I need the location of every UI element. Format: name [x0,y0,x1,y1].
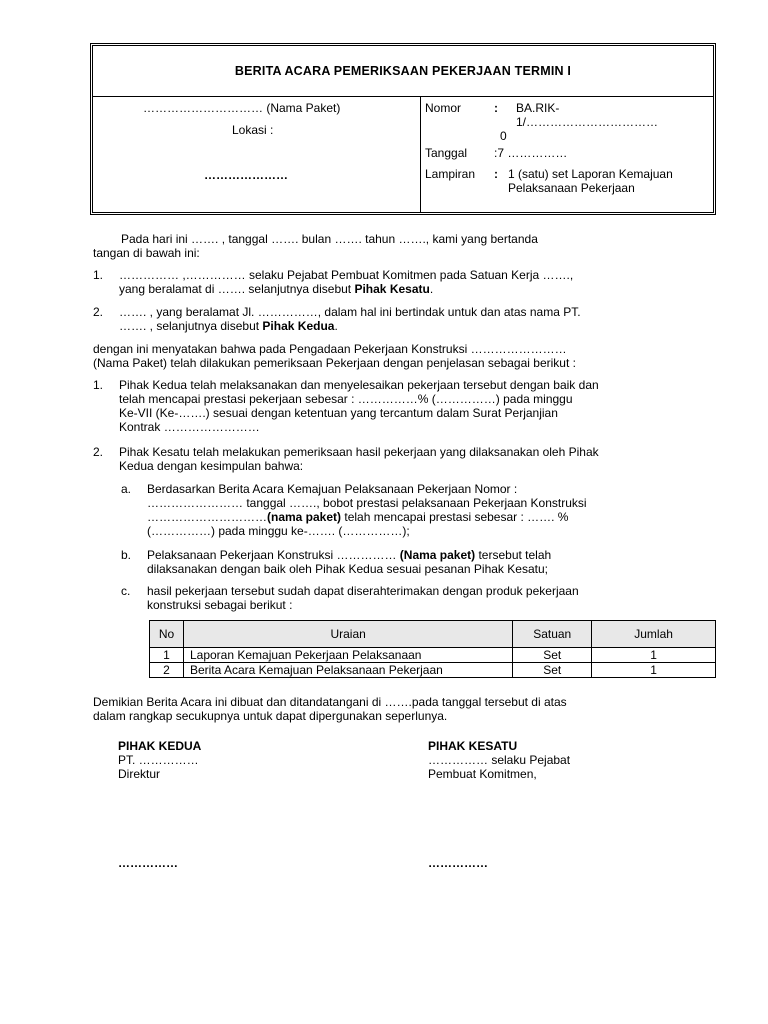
closing-paragraph [93,695,674,723]
nomor-line3: 0 [500,129,507,143]
table-cell: Set [513,663,592,678]
column-header: Uraian [183,621,512,648]
signature-right-title: PIHAK KESATU [428,739,518,753]
table-cell: Berita Acara Kemajuan Pelaksanaan Pekerjaan [183,663,512,678]
subpoint-line: Berdasarkan Berita Acara Kemajuan Pelaksanaan Pekerjaan Nomor : [147,482,518,496]
lokasi-value: ………………… [204,168,288,182]
nomor-sep: : [494,101,498,115]
subpoint-b [147,548,674,576]
statement-paragraph [93,342,674,370]
header-divider [420,96,421,212]
party-line: ……. , selanjutnya disebut Pihak Kedua. [119,319,338,333]
lampiran-line2: Pelaksanaan Pekerjaan [508,181,635,195]
signature-left-role: Direktur [118,767,161,781]
subpoint-label: c. [121,584,131,598]
signature-right-role: Pembuat Komitmen, [428,767,537,781]
point-2 [119,445,674,473]
party-number: 1. [93,268,104,282]
point-line: Pihak Kesatu telah melakukan pemeriksaan hasil pekerjaan yang dilaksanakan oleh Pihak [119,445,599,459]
subpoint-line: konstruksi sebagai berikut : [147,598,293,612]
table-cell: 2 [150,663,184,678]
table-cell: 1 [592,663,716,678]
items-table [149,620,716,678]
subpoint-line: …………………………(nama paket) telah mencapai prestasi sebesar : ……. % [147,510,569,524]
point-1 [119,378,674,434]
party-item [119,268,674,296]
table-cell: 1 [592,648,716,663]
point-line: Kedua dengan kesimpulan bahwa: [119,459,304,473]
party-role: Pihak Kedua [262,319,335,333]
point-line: Kontrak …………………… [119,420,260,434]
subpoint-label: a. [121,482,132,496]
lokasi-label: Lokasi : [232,123,274,137]
tanggal-value: :7 …………… [494,146,568,160]
intro-line: tangan di bawah ini: [93,246,200,260]
document-title: BERITA ACARA PEMERIKSAAN PEKERJAAN TERMIN I [93,46,713,97]
closing-line: dalam rangkap secukupnya untuk dapat dipergunakan seperlunya. [93,709,448,723]
statement-line: (Nama Paket) telah dilakukan pemeriksaan Pekerjaan dengan penjelasan sebagai berikut : [93,356,576,370]
point-line: Pihak Kedua telah melaksanakan dan menyelesaikan pekerjaan tersebut dengan baik dan [119,378,599,392]
party-role: Pihak Kesatu [354,282,430,296]
subpoint-line: (……………) pada minggu ke-……. (……………); [147,524,410,538]
nomor-label: Nomor [425,101,462,115]
party-line: ……. , yang beralamat Jl. ……………, dalam hal ini bertindak untuk dan atas nama PT. [119,305,581,319]
signature-right-name: …………… [428,856,488,870]
intro-line: Pada hari ini ……. , tanggal ……. bulan ……. tahun ……., kami yang bertanda [121,232,538,246]
subpoint-line: dilaksanakan dengan baik oleh Pihak Kedua sesuai pesanan Pihak Kesatu; [147,562,548,576]
nomor-line2: 1/…………………………… [516,115,659,129]
point-line: telah mencapai prestasi pekerjaan sebesar : ……………% (……………) pada minggu [119,392,573,406]
subpoint-label: b. [121,548,132,562]
intro-paragraph [93,232,674,260]
signature-left-company: PT. …………… [118,753,199,767]
signature-left-title: PIHAK KEDUA [118,739,202,753]
lampiran-label: Lampiran [425,167,476,181]
table-row [150,648,716,663]
signature-left-name: …………… [118,856,178,870]
tanggal-label: Tanggal [425,146,468,160]
subpoint-line: Pelaksanaan Pekerjaan Konstruksi …………… (Nama paket) tersebut telah [147,548,552,562]
nama-paket-bold: (Nama paket) [399,548,476,562]
lampiran-line1: 1 (satu) set Laporan Kemajuan [508,167,673,181]
party-line: …………… ,…………… selaku Pejabat Pembuat Komitmen pada Satuan Kerja ……., [119,268,574,282]
subpoint-line: …………………… tanggal ……., bobot prestasi pelaksanaan Pekerjaan Konstruksi [147,496,587,510]
signature-right-line1: …………… selaku Pejabat [428,753,571,767]
party-number: 2. [93,305,104,319]
statement-line: dengan ini menyatakan bahwa pada Pengadaan Pekerjaan Konstruksi …………………… [93,342,567,356]
party-line: yang beralamat di ……. selanjutnya disebut Pihak Kesatu. [119,282,434,296]
nomor-line1: BA.RIK- [516,101,560,115]
nama-paket-bold: (nama paket) [267,510,342,524]
point-line: Ke-VII (Ke-…….) sesuai dengan ketentuan yang tercantum dalam Surat Perjanjian [119,406,558,420]
point-number: 1. [93,378,104,392]
column-header: Satuan [513,621,592,648]
table-row [150,663,716,678]
table-cell: 1 [150,648,184,663]
table-cell: Laporan Kemajuan Pekerjaan Pelaksanaan [183,648,512,663]
subpoint-a [147,482,674,538]
nama-paket: ………………………… (Nama Paket) [143,101,341,115]
subpoint-c [147,584,674,612]
table-header-row [150,621,716,648]
point-number: 2. [93,445,104,459]
table-cell: Set [513,648,592,663]
party-item [119,305,674,333]
subpoint-line: hasil pekerjaan tersebut sudah dapat diserahterimakan dengan produk pekerjaan [147,584,579,598]
column-header: Jumlah [592,621,716,648]
lampiran-sep: : [494,167,498,181]
column-header: No [150,621,184,648]
closing-line: Demikian Berita Acara ini dibuat dan ditandatangani di …….pada tanggal tersebut di atas [93,695,567,709]
